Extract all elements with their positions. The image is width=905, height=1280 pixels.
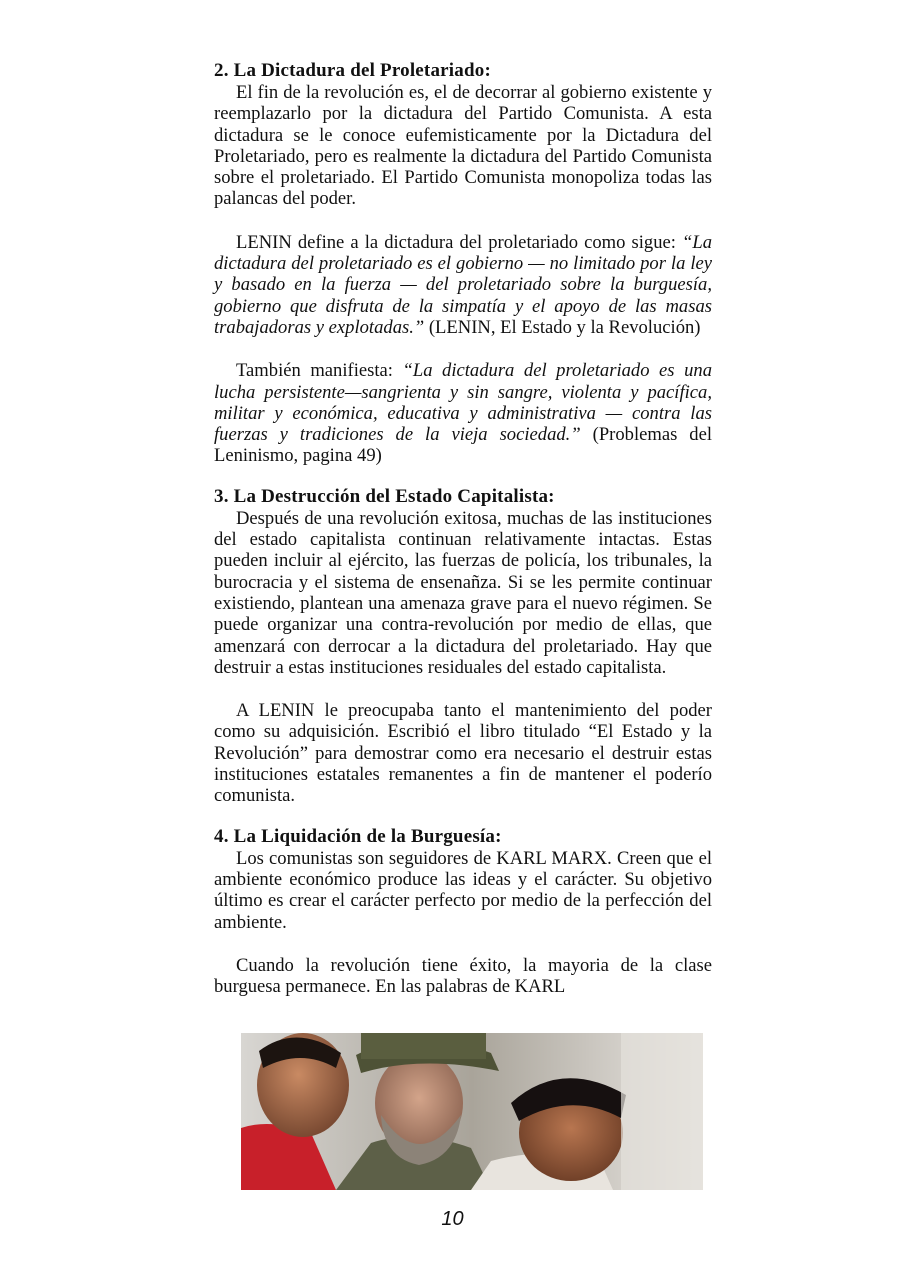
paragraph: [214, 360, 712, 466]
paragraph: Cuando la revolución tiene éxito, la mayoria de la clase burguesa permanece. En las palabras de KARL: [214, 954, 712, 998]
lenin-quote: “La dictadura del proletariado es una lucha persistente—sangrienta y sin sangre, violenta y pacífica, militar y económica, educativa y administrativa — contra las fuerzas y tradiciones de la vieja sociedad.”: [214, 360, 712, 446]
paragraph: El fin de la revolución es, el de decorrar al gobierno existente y reemplazarlo por la dictadura del Partido Comunista. A esta dictadura se le conoce eufemisticamente por la Dictadura del Proletariado, pero es realmente la dictadura del Partido Comunista sobre el proletariado. El Partido Comunista monopoliza todas las palancas del poder.: [214, 82, 712, 210]
page-body: [214, 60, 712, 997]
paragraph-lead: LENIN define a la dictadura del proletariado como sigue:: [236, 231, 683, 253]
lenin-quote: “La dictadura del proletariado es el gobierno — no limitado por la ley y basado en la fuerza — del proletariado sobre la burguesía, gobierno que disfruta de la simpatía y el apoyo de las masas trabajadoras y explotadas.”: [214, 231, 712, 338]
section-heading: 4. La Liquidación de la Burguesía:: [214, 825, 502, 847]
section-destruction: [214, 486, 712, 807]
paragraph: A LENIN le preocupaba tanto el mantenimiento del poder como su adquisición. Escribió el libro titulado “El Estado y la Revolución” para demostrar como era necesario el destruir estas instituciones estatales remanentes a fin de mantener el poderío comunista.: [214, 700, 712, 807]
section-liquidation: [214, 826, 712, 998]
section-heading: 2. La Dictadura del Proletariado:: [214, 60, 491, 81]
photo-three-men: [241, 1033, 703, 1190]
page-number: 10: [441, 1208, 464, 1230]
section-dictatorship: [214, 60, 712, 467]
paragraph: Después de una revolución exitosa, muchas de las instituciones del estado capitalista continuan relativamente intactas. Estas pueden incluir al ejército, las fuerzas de policía, los tribunales, la burocracia y el sistema de ensenañza. Si se les permite continuar existiendo, plantean una amenaza grave para el nuevo régimen. Se puede organizar una contra-revolución por medio de ellas, que amenzará con derrocar a la dictadura del proletariado. Hay que destruir a estas instituciones residuales del estado capitalista.: [214, 507, 712, 678]
section-heading: 3. La Destrucción del Estado Capitalista:: [214, 485, 555, 507]
paragraph: [214, 232, 712, 338]
paragraph-lead: También manifiesta:: [236, 360, 403, 382]
quote-source: (LENIN, El Estado y la Revolución): [424, 316, 701, 338]
quote-source: (Problemas del Leninismo, pagina 49): [214, 424, 712, 467]
paragraph: Los comunistas son seguidores de KARL MARX. Creen que el ambiente económico produce las ideas y el carácter. Su objetivo último es crear el carácter perfecto por medio de la perfección del ambiente.: [214, 847, 712, 933]
